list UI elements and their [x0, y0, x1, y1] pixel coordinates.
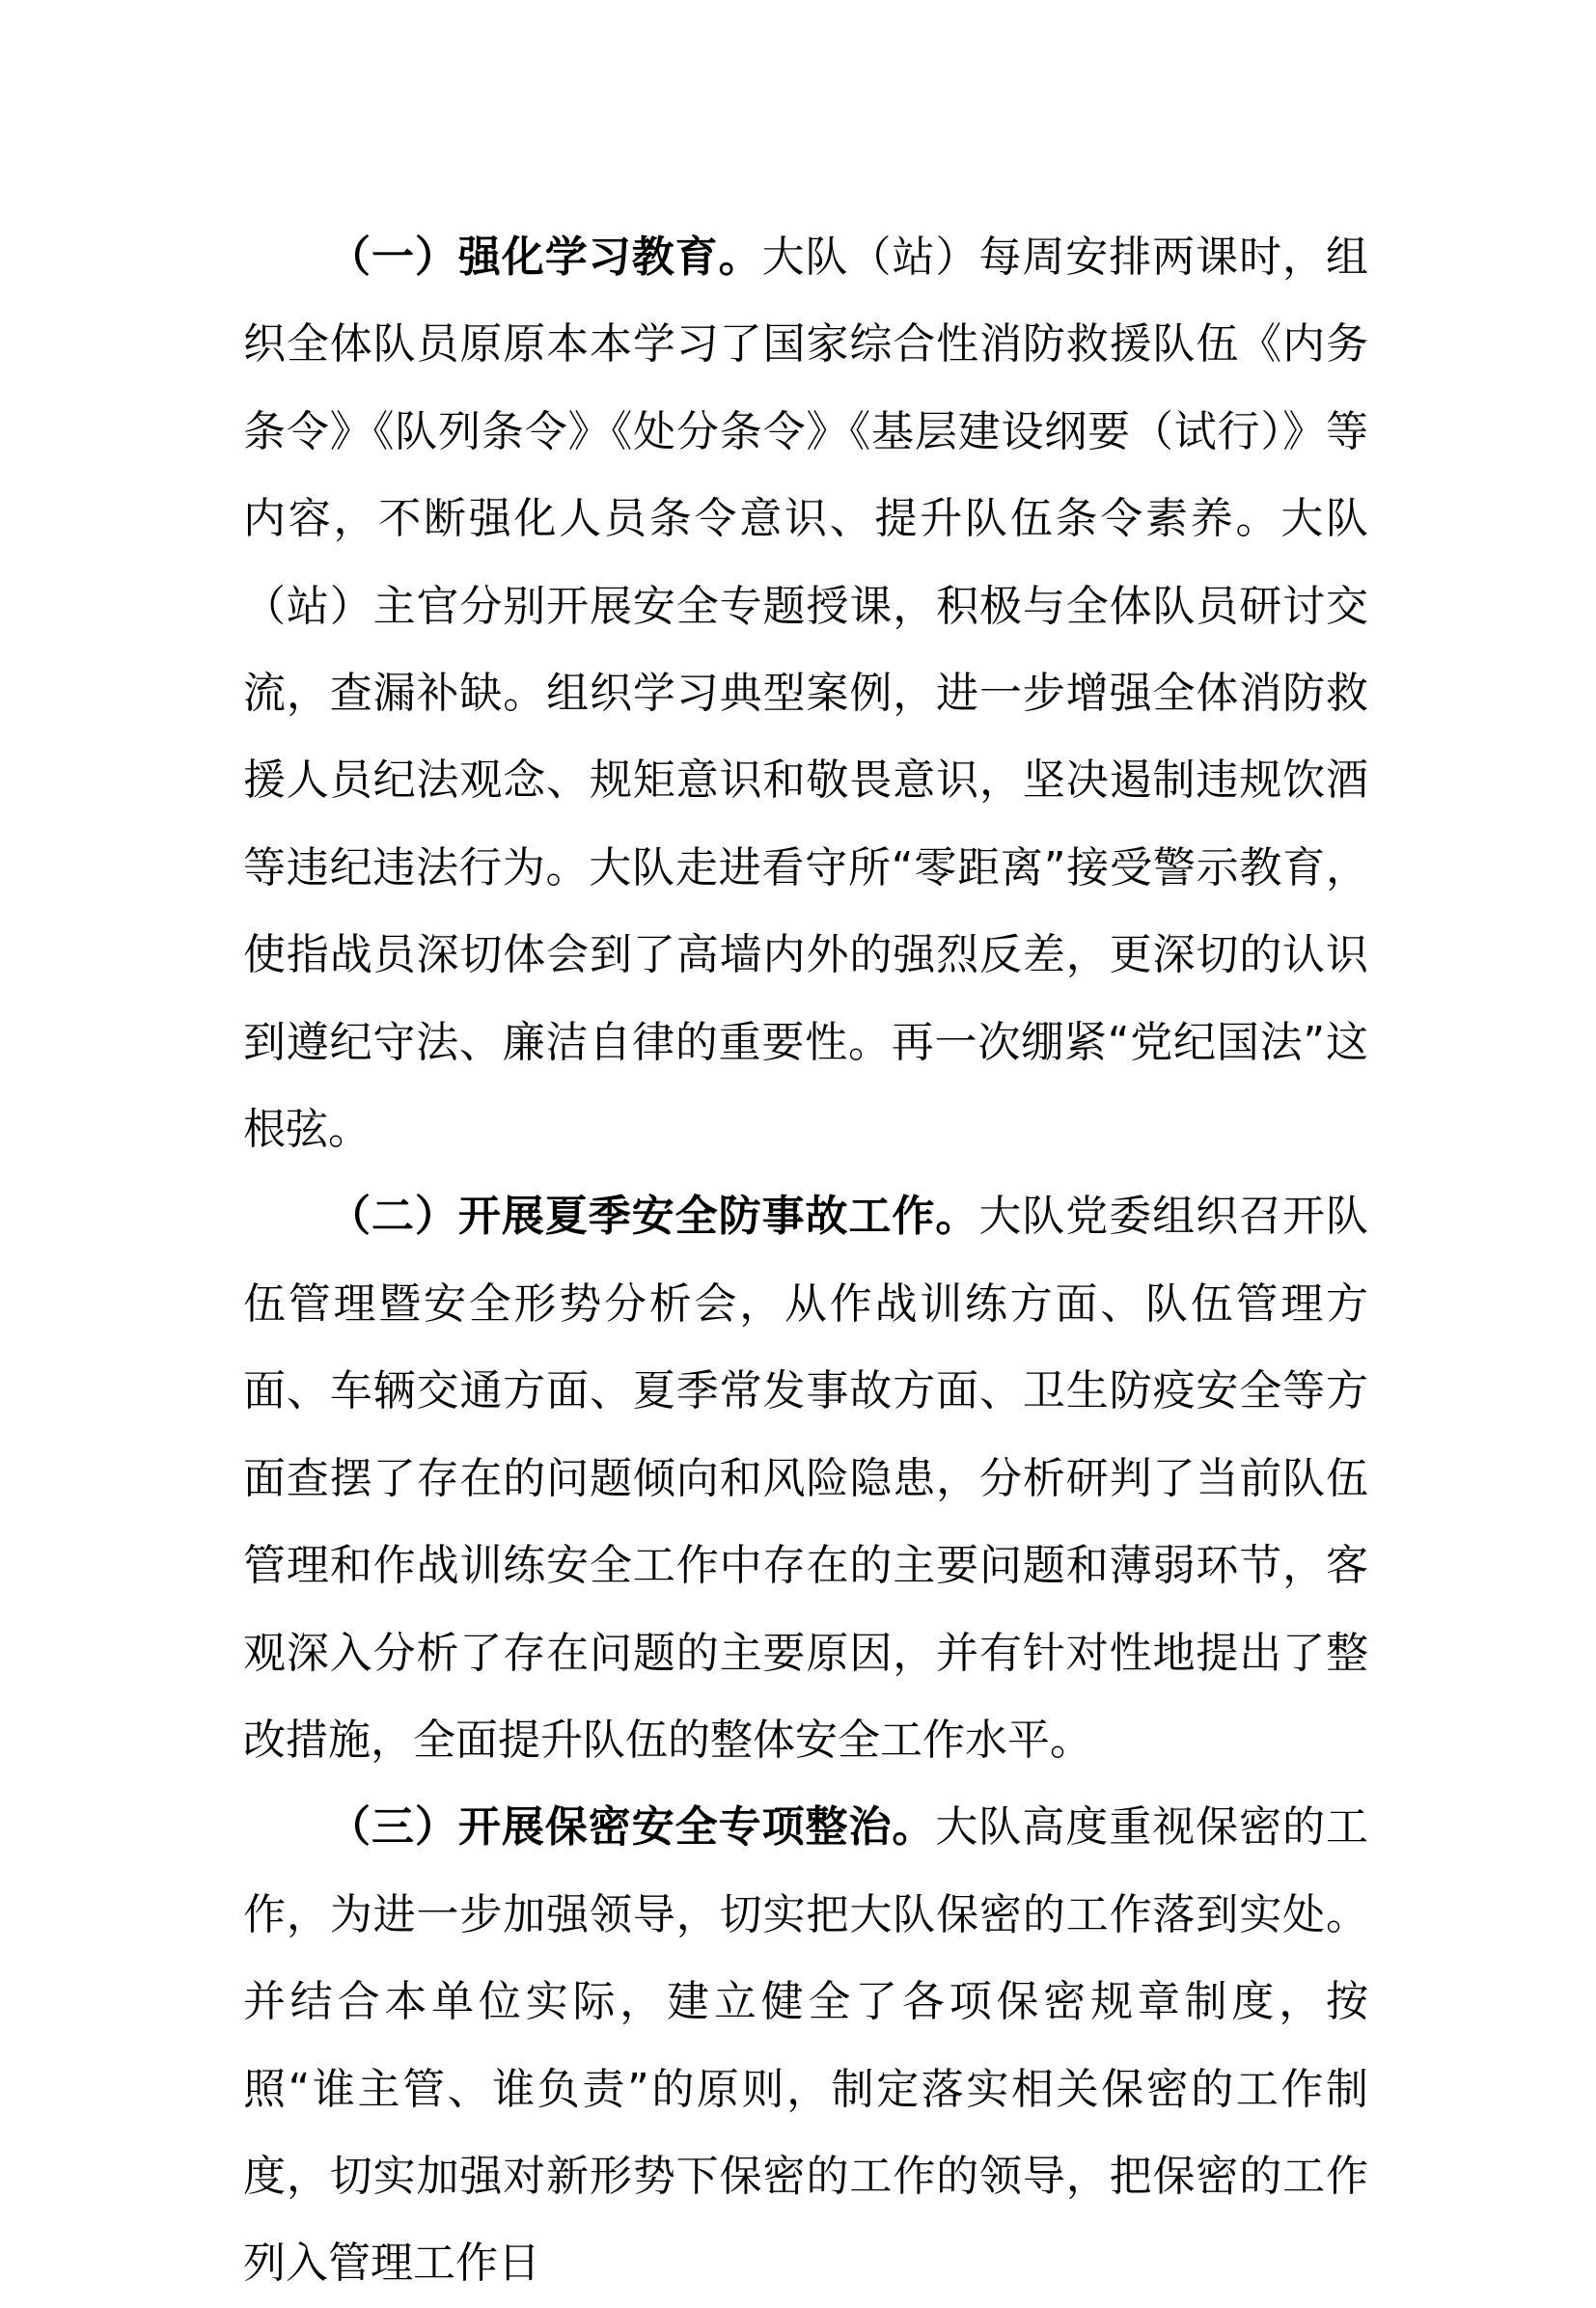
- paragraph-confidentiality: [243, 1784, 1368, 2307]
- paragraph-text: 大队（站）每周安排两课时，组织全体队员原原本本学习了国家综合性消防救援队伍《内务条令》《队列条令》《处分条令》《基层建设纲要（试行）》等内容，不断强化人员条令意识、提升队伍条令素养。大队（站）主官分别开展安全专题授课，积极与全体队员研讨交流，查漏补缺。组织学习典型案例，进一步增强全体消防救援人员纪法观念、规矩意识和敬畏意识，坚决遏制违规饮酒等违纪违法行为。大队走进看守所“零距离”接受警示教育，使指战员深切体会到了高墙内外的强烈反差，更深切的认识到遵纪守法、廉洁自律的重要性。再一次绷紧“党纪国法”这根弦。: [243, 233, 1369, 1155]
- paragraph-heading: （三）开展保密安全专项整治。: [328, 1802, 936, 1853]
- paragraph-heading: （一）强化学习教育。: [328, 233, 762, 282]
- paragraph-text: 大队党委组织召开队伍管理暨安全形势分析会，从作战训练方面、队伍管理方面、车辆交通方面、夏季常发事故方面、卫生防疫安全等方面查摆了存在的问题倾向和风险隐患，分析研判了当前队伍管理和作战训练安全工作中存在的主要问题和薄弱环节，客观深入分析了存在问题的主要原因，并有针对性地提出了整改措施，全面提升队伍的整体安全工作水平。: [243, 1192, 1369, 1765]
- paragraph-summer-safety: [243, 1173, 1368, 1784]
- document-body: [243, 214, 1368, 2308]
- paragraph-study-education: [243, 214, 1368, 1173]
- paragraph-text: 大队高度重视保密的工作，为进一步加强领导，切实把大队保密的工作落到实处。并结合本单位实际，建立健全了各项保密规章制度，按照“谁主管、谁负责”的原则，制定落实相关保密的工作制度，切实加强对新形势下保密的工作的领导，把保密的工作列入管理工作日: [243, 1802, 1368, 2289]
- paragraph-heading: （二）开展夏季安全防事故工作。: [328, 1192, 979, 1242]
